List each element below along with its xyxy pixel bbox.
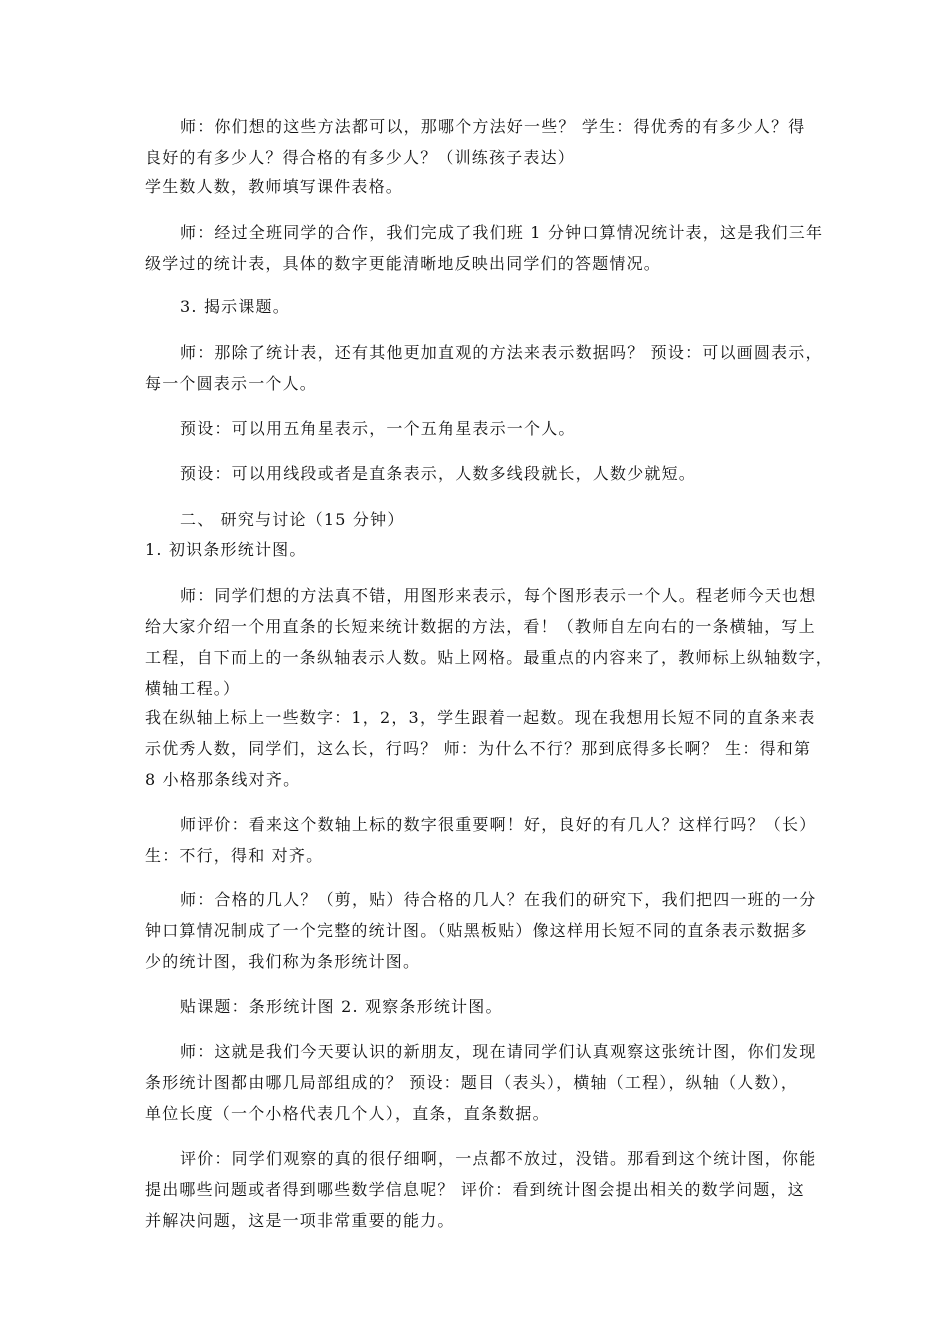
paragraph — [145, 809, 825, 871]
text-line: 少的统计图，我们称为条形统计图。 — [145, 952, 421, 971]
text-line: 我在纵轴上标上一些数字：1，2，3，学生跟着一起数。现在我想用长短不同的直条来表 — [145, 708, 816, 727]
paragraph — [145, 534, 825, 565]
text-line: 评价：同学们观察的真的很仔细啊，一点都不放过，没错。那看到这个统计图，你能 — [180, 1149, 817, 1168]
paragraph — [145, 413, 825, 444]
text-line: 1. 初识条形统计图。 — [145, 540, 307, 559]
text-line: 良好的有多少人？得合格的有多少人？（训练孩子表达） — [145, 148, 576, 167]
text-line: 条形统计图都由哪几局部组成的？ 预设：题目（表头），横轴（工程），纵轴（人数）， — [145, 1073, 799, 1092]
text-line: 师评价：看来这个数轴上标的数字很重要啊！好，良好的有几人？这样行吗？（长） — [180, 815, 817, 834]
text-line: 钟口算情况制成了一个完整的统计图。（贴黑板贴）像这样用长短不同的直条表示数据多 — [145, 921, 808, 940]
text-line: 提出哪些问题或者得到哪些数学信息呢？ 评价：看到统计图会提出相关的数学问题，这 — [145, 1180, 805, 1199]
text-line: 示优秀人数，同学们，这么长，行吗？ 师：为什么不行？那到底得多长啊？ 生：得和第 — [145, 739, 812, 758]
text-line: 预设：可以用线段或者是直条表示，人数多线段就长，人数少就短。 — [180, 464, 697, 483]
paragraph — [145, 291, 825, 322]
text-line: 二、 研究与讨论（15 分钟） — [180, 510, 405, 529]
paragraph — [145, 884, 825, 977]
text-line: 贴课题：条形统计图 2. 观察条形统计图。 — [180, 997, 503, 1016]
text-line: 预设：可以用五角星表示，一个五角星表示一个人。 — [180, 419, 576, 438]
text-line: 给大家介绍一个用直条的长短来统计数据的方法，看！（教师自左向右的一条横轴，写上 — [145, 617, 816, 636]
paragraph — [145, 217, 825, 279]
paragraph — [145, 504, 825, 535]
paragraph — [145, 1036, 825, 1129]
text-line: 师：那除了统计表，还有其他更加直观的方法来表示数据吗？ 预设：可以画圆表示， — [180, 343, 823, 362]
text-line: 师：经过全班同学的合作，我们完成了我们班 1 分钟口算情况统计表，这是我们三年 — [180, 223, 824, 242]
paragraph — [145, 580, 834, 704]
paragraph — [145, 171, 825, 202]
text-line: 横轴工程。） — [145, 679, 241, 698]
text-line: 单位长度（一个小格代表几个人），直条，直条数据。 — [145, 1104, 550, 1123]
paragraph — [145, 1143, 825, 1236]
paragraph — [145, 702, 825, 795]
text-line: 生：不行，得和 对齐。 — [145, 846, 324, 865]
paragraph — [145, 458, 825, 489]
paragraph — [145, 337, 825, 399]
paragraph — [145, 111, 825, 173]
text-line: 师：这就是我们今天要认识的新朋友，现在请同学们认真观察这张统计图，你们发现 — [180, 1042, 817, 1061]
text-line: 并解决问题，这是一项非常重要的能力。 — [145, 1211, 455, 1230]
text-line: 级学过的统计表，具体的数字更能清晰地反映出同学们的答题情况。 — [145, 254, 662, 273]
text-line: 3. 揭示课题。 — [180, 297, 290, 316]
text-line: 学生数人数，教师填写课件表格。 — [145, 177, 404, 196]
text-line: 8 小格那条线对齐。 — [145, 770, 301, 789]
text-line: 工程，自下而上的一条纵轴表示人数。贴上网格。最重点的内容来了，教师标上纵轴数字， — [145, 648, 834, 667]
paragraph — [145, 991, 825, 1022]
text-line: 师：合格的几人？（剪，贴）待合格的几人？在我们的研究下，我们把四一班的一分 — [180, 890, 817, 909]
text-line: 师：同学们想的方法真不错，用图形来表示，每个图形表示一个人。程老师今天也想 — [180, 586, 817, 605]
text-line: 师：你们想的这些方法都可以，那哪个方法好一些？ 学生：得优秀的有多少人？得 — [180, 117, 806, 136]
text-line: 每一个圆表示一个人。 — [145, 374, 318, 393]
